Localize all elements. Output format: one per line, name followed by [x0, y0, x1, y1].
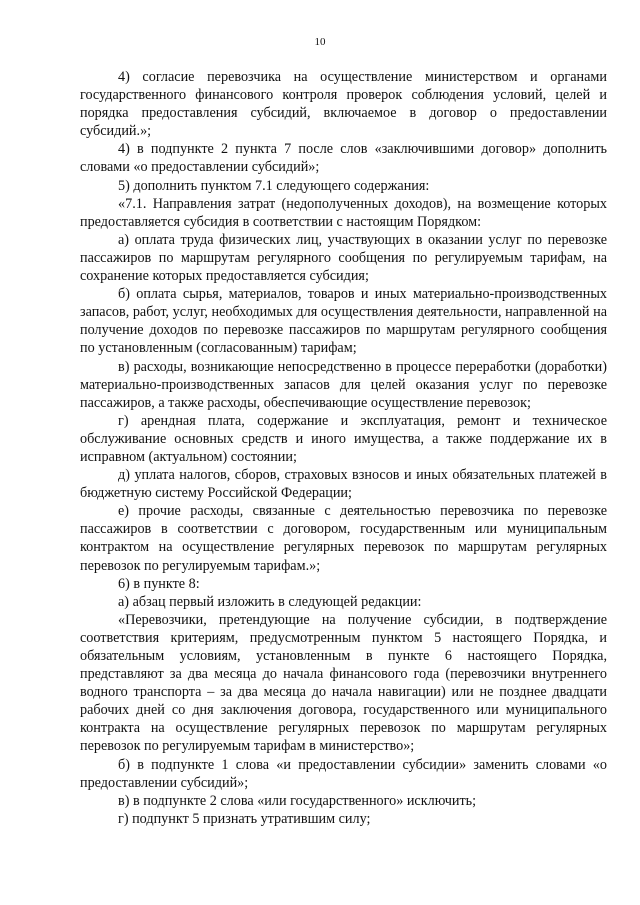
quoted-carriers-paragraph: «Перевозчики, претендующие на получение субсидии, в подтверждение соответствия критериям, предусмотренным пунктом 5 настоящего Порядка, и обязательным условиям, установленным в пункте 6 настоящего Порядка, представляют за два месяца до начала финансового года (перевозчики внутреннего водного транспорта – за два месяца до начала навигации) или не позднее двадцати рабочих дней со дня заключения договора, государственного или муниципального контракта на осуществление регулярных перевозок по маршрутам регулярных перевозок по регулируемым тарифам в министерство»; [80, 611, 607, 755]
list-item-e: е) прочие расходы, связанные с деятельностью перевозчика по перевозке пассажиров в соответствии с договором, государственным или муниципальным контрактом на осуществление регулярных перевозок по маршрутам регулярных перевозок по регулируемым тарифам.»; [80, 503, 607, 574]
list-item-g: г) арендная плата, содержание и эксплуатация, ремонт и техническое обслуживание основных средств и иного имущества, а также поддержание их в исправном (актуальном) состоянии; [80, 412, 607, 465]
paragraph-4-consent: 4) согласие перевозчика на осуществление министерством и органами государственного финансового контроля проверок соблюдения условий, целей и порядка предоставления субсидий, включаемое в договор о предоставлении субсидий.»; [80, 69, 607, 140]
list-item-v: в) расходы, возникающие непосредственно в процессе переработки (доработки) материально-производственных запасов для целей оказания услуг по перевозке пассажиров, а также расходы, обеспечивающие осуществление перевозок; [80, 358, 607, 411]
paragraph-6-point-8: 6) в пункте 8: [118, 575, 200, 592]
subitem-g-invalid: г) подпункт 5 признать утратившим силу; [118, 810, 371, 827]
paragraph-4-subitem-2: 4) в подпункте 2 пункта 7 после слов «заключившими договор» дополнить словами «о предоставлении субсидий»; [80, 141, 607, 176]
subitem-b-replace: б) в подпункте 1 слова «и предоставлении субсидии» заменить словами «о предоставлении субсидий»; [80, 756, 607, 791]
page-number: 10 [314, 36, 326, 48]
list-item-d: д) уплата налогов, сборов, страховых взносов и иных обязательных платежей в бюджетную систему Российской Федерации; [80, 467, 607, 502]
document-body [80, 68, 607, 828]
paragraph-7-1-heading: «7.1. Направления затрат (недополученных доходов), на возмещение которых предоставляется субсидия в соответствии с настоящим Порядком: [80, 195, 607, 230]
subitem-a-new-wording: а) абзац первый изложить в следующей редакции: [118, 593, 422, 610]
list-item-b: б) оплата сырья, материалов, товаров и иных материально-производственных запасов, работ, услуг, необходимых для осуществления деятельности, направленной на получение доходов по перевозке пассажиров по маршрутам регулярного сообщения по установленным (согласованным) тарифам; [80, 286, 607, 357]
list-item-a: а) оплата труда физических лиц, участвующих в оказании услуг по перевозке пассажиров по маршрутам регулярного сообщения по регулируемым тарифам, на сохранение которых предоставляется субсидия; [80, 231, 607, 285]
paragraph-5-add-point: 5) дополнить пунктом 7.1 следующего содержания: [118, 177, 430, 194]
subitem-v-exclude: в) в подпункте 2 слова «или государственного» исключить; [118, 792, 477, 809]
